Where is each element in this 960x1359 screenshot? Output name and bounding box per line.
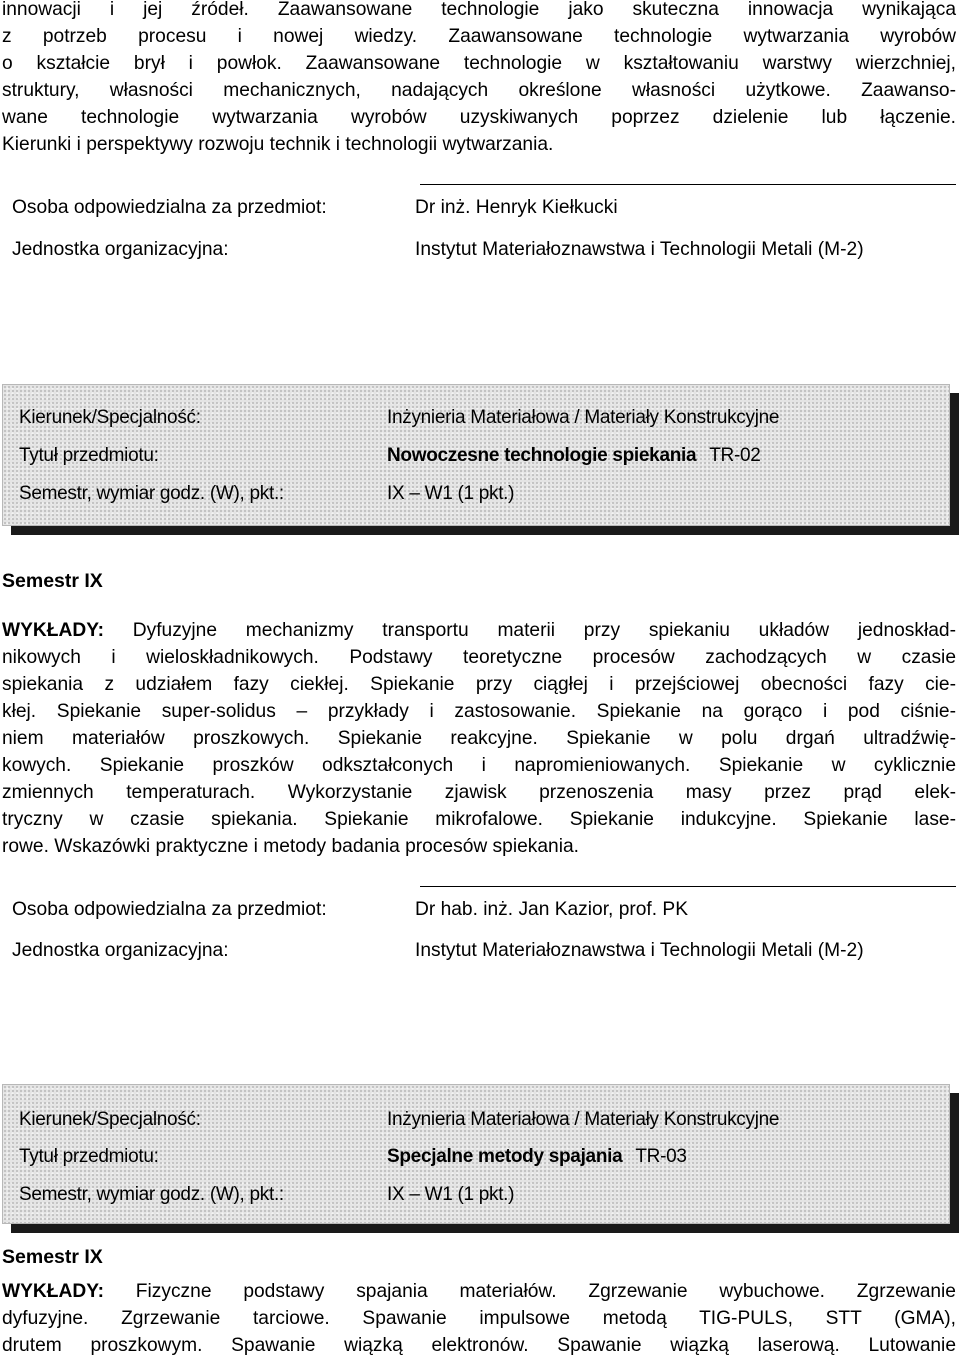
paragraph-line: kowych. Spiekanie proszków odkształconych i napromieniowanych. Spiekanie w cyklicznie	[2, 755, 956, 776]
lectures-paragraph	[2, 1278, 956, 1359]
paragraph-line: wane technologie wytwarzania wyrobów uzyskiwanych poprzez dzielenie lub łączenie.	[2, 107, 956, 128]
responsible-value: Dr inż. Henryk Kiełkucki	[415, 197, 618, 218]
course-title-name: Specjalne metody spajania	[387, 1146, 623, 1167]
course-title-name: Nowoczesne technologie spiekania	[387, 445, 697, 466]
field-label: Kierunek/Specjalność:	[19, 407, 201, 428]
responsible-label: Osoba odpowiedzialna za przedmiot:	[12, 197, 327, 218]
divider-line	[420, 886, 956, 887]
paragraph-line: z potrzeb procesu i nowej wiedzy. Zaawansowane technologie wytwarzania wyrobów	[2, 26, 956, 47]
paragraph-line: tryczny w czasie spiekania. Spiekanie mikrofalowe. Spiekanie indukcyjne. Spiekanie lase-	[2, 809, 956, 830]
intro-paragraph	[2, 0, 956, 158]
unit-label: Jednostka organizacyjna:	[12, 239, 229, 260]
paragraph-line: kłej. Spiekanie super-solidus – przykłady i zastosowanie. Spiekanie na gorąco i pod ciśnie-	[2, 701, 956, 722]
unit-value: Instytut Materiałoznawstwa i Technologii Metali (M-2)	[415, 239, 864, 260]
paragraph-line: Kierunki i perspektywy rozwoju technik i technologii wytwarzania.	[2, 134, 554, 155]
semester-label: Semestr, wymiar godz. (W), pkt.:	[19, 1184, 284, 1205]
unit-label: Jednostka organizacyjna:	[12, 940, 229, 961]
lectures-label: WYKŁADY:	[2, 620, 104, 641]
semester-value: IX – W1 (1 pkt.)	[387, 483, 515, 504]
semester-heading: Semestr IX	[2, 570, 103, 592]
divider-line	[420, 184, 956, 185]
unit-value: Instytut Materiałoznawstwa i Technologii Metali (M-2)	[415, 940, 864, 961]
semester-heading: Semestr IX	[2, 1246, 103, 1268]
semester-label: Semestr, wymiar godz. (W), pkt.:	[19, 483, 284, 504]
paragraph-line: drutem proszkowym. Spawanie wiązką elektronów. Spawanie wiązką laserową. Lutowanie	[2, 1335, 956, 1356]
course-info-box	[2, 384, 950, 526]
title-label: Tytuł przedmiotu:	[19, 445, 159, 466]
semester-value: IX – W1 (1 pkt.)	[387, 1184, 515, 1205]
paragraph-line: nikowych i wieloskładnikowych. Podstawy teoretyczne procesów zachodzących w czasie	[2, 647, 956, 668]
course-title	[387, 445, 761, 467]
paragraph-line: innowacji i jej źródeł. Zaawansowane technologie jako skuteczna innowacja wynikająca	[2, 0, 956, 20]
paragraph-line: dyfuzyjne. Zgrzewanie tarciowe. Spawanie impulsowe metodą TIG-PULS, STT (GMA),	[2, 1308, 956, 1329]
title-label: Tytuł przedmiotu:	[19, 1146, 159, 1167]
course-code: TR-02	[709, 445, 761, 466]
paragraph-line: struktury, własności mechanicznych, nadających określone własności użytkowe. Zaawanso-	[2, 80, 956, 101]
paragraph-line: WYKŁADY: Fizyczne podstawy spajania materiałów. Zgrzewanie wybuchowe. Zgrzewanie	[2, 1281, 956, 1302]
paragraph-line: zmiennych temperaturach. Wykorzystanie zjawisk przenoszenia masy przez prąd elek-	[2, 782, 956, 803]
responsible-label: Osoba odpowiedzialna za przedmiot:	[12, 899, 327, 920]
lectures-paragraph	[2, 617, 956, 860]
paragraph-line: niem materiałów proszkowych. Spiekanie reakcyjne. Spiekanie w polu drgań ultradźwię-	[2, 728, 956, 749]
responsible-value: Dr hab. inż. Jan Kazior, prof. PK	[415, 899, 689, 920]
course-title	[387, 1146, 687, 1168]
lectures-label: WYKŁADY:	[2, 1281, 104, 1302]
paragraph-line: spiekania z udziałem fazy ciekłej. Spiekanie przy ciągłej i przejściowej obecności fazy cie-	[2, 674, 956, 695]
course-code: TR-03	[635, 1146, 687, 1167]
paragraph-line: rowe. Wskazówki praktyczne i metody badania procesów spiekania.	[2, 836, 579, 857]
field-value: Inżynieria Materiałowa / Materiały Konstrukcyjne	[387, 1109, 780, 1130]
field-value: Inżynieria Materiałowa / Materiały Konstrukcyjne	[387, 407, 780, 428]
paragraph-line: WYKŁADY: Dyfuzyjne mechanizmy transportu materii przy spiekaniu układów jednoskład-	[2, 620, 956, 641]
paragraph-line: o kształcie brył i powłok. Zaawansowane technologie w kształtowaniu warstwy wierzchniej,	[2, 53, 956, 74]
course-info-box	[2, 1084, 950, 1224]
field-label: Kierunek/Specjalność:	[19, 1109, 201, 1130]
